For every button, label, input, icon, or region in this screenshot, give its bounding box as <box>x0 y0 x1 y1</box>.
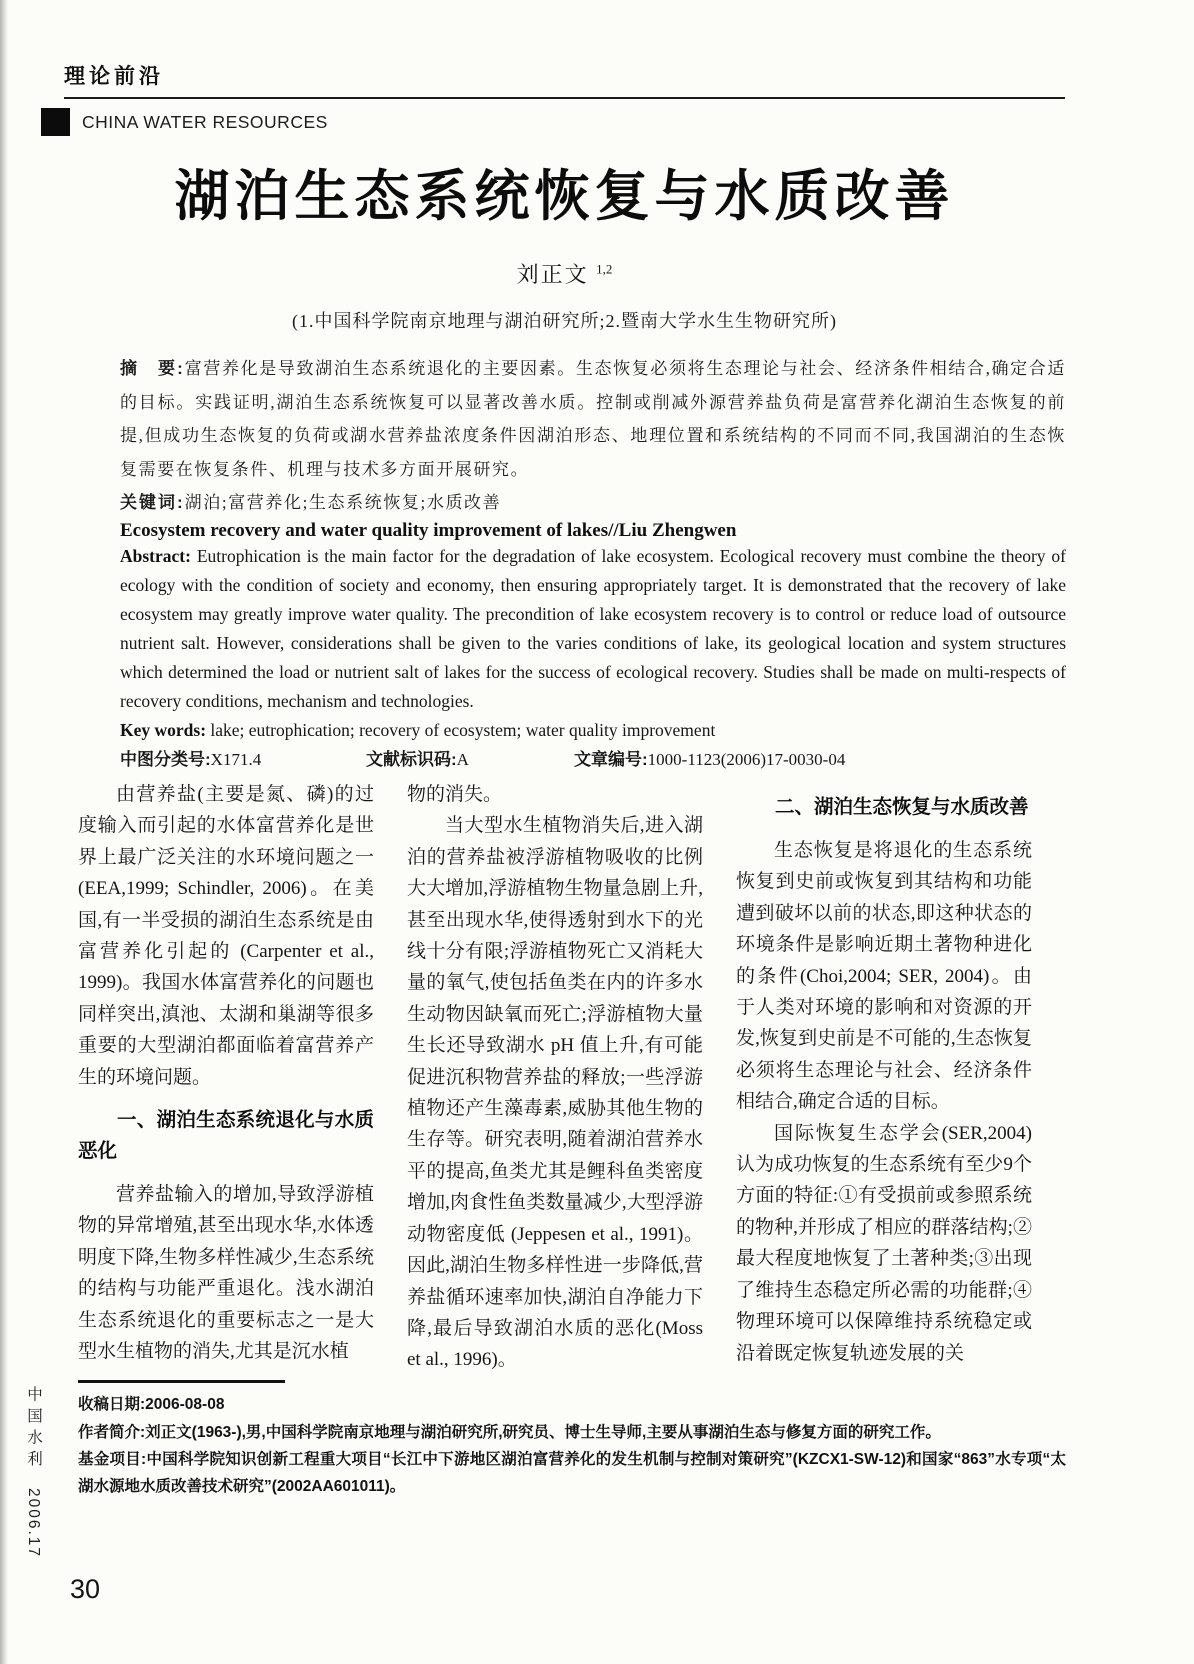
footnote-line: 作者简介:刘正文(1963-),男,中国科学院南京地理与湖泊研究所,研究员、博士生导师,主要从事湖泊生态与修复方面的研究工作。 <box>78 1423 941 1441</box>
page-number: 30 <box>70 1574 101 1604</box>
section-heading: 二、湖泊生态恢复与水质改善 <box>775 796 1029 818</box>
body-paragraph: 生态恢复是将退化的生态系统恢复到史前或恢复到其结构和功能遭到破坏以前的状态,即这种状态的环境条件是影响近期土著物种进化的条件(Choi,2004; SER, 2004)。由于人类对环境的影响和对资源的开发,恢复到史前是不可能的,生态恢复必须将生态理论与社会、经济条件相结合,确定合适的目标。 <box>736 840 1032 1113</box>
abstract-chinese-label: 摘 要: <box>120 359 185 378</box>
doc-code-label: 文献标识码: <box>366 749 457 769</box>
footnote-line: 收稿日期:2006-08-08 <box>78 1396 225 1413</box>
clc-number <box>120 745 366 770</box>
english-title: Ecosystem recovery and water quality improvement of lakes//Liu Zhengwen <box>120 519 737 541</box>
doc-code-value: A <box>456 749 469 769</box>
body-paragraph: 当大型水生植物消失后,进入湖泊的营养盐被浮游植物吸收的比例大大增加,浮游植物生物量急剧上升,甚至出现水华,使得透射到水下的光线十分有限;浮游植物死亡又消耗大量的氧气,使包括鱼类在内的许多水生动物因缺氧而死亡;浮游植物大量生长还导致湖水 pH 值上升,有可能促进沉积物营养盐的释放;一些浮游植物还产生藻毒素,威胁其他生物的生存等。研究表明,随着湖泊营养水平的提高,鱼类尤其是鲤科鱼类密度增加,肉食性鱼类数量减少,大型浮游动物密度低 (Jeppesen et al., 1991)。因此,湖泊生物多样性进一步降低,营养盐循环速率加快,湖泊自净能力下降,最后导致湖泊水质的恶化(Moss et al., 1996)。 <box>407 815 703 1371</box>
scan-edge-shadow <box>0 0 8 1664</box>
masthead <box>64 60 1065 136</box>
keywords-english-label: Key words: <box>120 719 207 740</box>
keywords-chinese-label: 关键词: <box>120 493 185 512</box>
title-block <box>64 152 1065 333</box>
abstract-chinese-text: 富营养化是导致湖泊生态系统退化的主要因素。生态恢复必须将生态理论与社会、经济条件相结合,确定合适的目标。实践证明,湖泊生态系统恢复可以显著改善水质。控制或削减外源营养盐负荷是富营养化湖泊生态恢复的前提,但成功生态恢复的负荷或湖水营养盐浓度条件因湖泊形态、地理位置和系统结构的不同而不同,我国湖泊的生态恢复需要在恢复条件、机理与技术多方面开展研究。 <box>120 359 1066 479</box>
article-body <box>78 779 1064 1376</box>
abstract-english-text: Eutrophication is the main factor for the degradation of lake ecosystem. Ecological recovery must combine the theory of ecology with the condition of society and economy, then ensuring appropriately target. It is demonstrated that the recovery of lake ecosystem may greatly improve water quality. The precondition of lake ecosystem recovery is to control or reduce load of outsource nutrient salt. However, considerations shall be given to the varies conditions of lake, its geological location and system structures which determined the load or nutrient salt of lakes for the success of ecological recovery. Studies shall be made on multi-respects of recovery conditions, mechanism and technologies. <box>120 545 1067 711</box>
body-paragraph: 物的消失。 <box>407 784 503 805</box>
masthead-rule <box>64 97 1065 99</box>
clc-value: X171.4 <box>210 749 262 769</box>
classification-line <box>120 745 1066 770</box>
body-paragraph: 营养盐输入的增加,导致浮游植物的异常增殖,甚至出现水华,水体透明度下降,生物多样性减少,生态系统的结构与功能严重退化。浅水湖泊生态系统退化的重要标志之一是大型水生植物的消失,尤其是沉水植 <box>78 1184 374 1363</box>
footnote-rule <box>78 1380 285 1383</box>
footnotes <box>78 1392 1066 1501</box>
abstract-english <box>120 542 1066 716</box>
abstract-chinese <box>120 352 1066 486</box>
keywords-chinese <box>120 486 1066 520</box>
journal-logo-square-icon <box>41 108 70 136</box>
journal-row <box>41 108 1065 136</box>
author-affiliation-superscript: 1,2 <box>596 261 613 277</box>
abstract-english-label: Abstract: <box>120 545 191 566</box>
section-heading: 一、湖泊生态系统退化与水质恶化 <box>78 1109 374 1163</box>
journal-name-english: CHINA WATER RESOURCES <box>82 111 328 132</box>
body-column <box>736 779 1032 1376</box>
spine-issue: 2006.17 <box>25 1488 42 1559</box>
article-title: 湖泊生态系统恢复与水质改善 <box>174 165 955 227</box>
keywords-english <box>120 716 1066 745</box>
body-column <box>78 779 374 1376</box>
author-line <box>64 258 1065 289</box>
author-name: 刘正文 <box>516 262 589 287</box>
article-id-label: 文章编号: <box>574 749 648 769</box>
body-column <box>407 779 703 1376</box>
spine-journal-name: 中国水利 <box>25 1386 42 1472</box>
keywords-english-text: lake; eutrophication; recovery of ecosystem; water quality improvement <box>210 719 716 740</box>
keywords-chinese-text: 湖泊;富营养化;生态系统恢复;水质改善 <box>184 493 502 512</box>
body-paragraph: 国际恢复生态学会(SER,2004)认为成功恢复的生态系统有至少9个方面的特征:①有受损前或参照系统的物种,并形成了相应的群落结构;②最大程度地恢复了土著种类;③出现了维持生态稳定所必需的功能群;④物理环境可以保障维持系统稳定或沿着既定恢复轨迹发展的关 <box>736 1122 1032 1364</box>
body-paragraph: 由营养盐(主要是氮、磷)的过度输入而引起的水体富营养化是世界上最广泛关注的水环境问题之一(EEA,1999; Schindler, 2006)。在美国,有一半受损的湖泊生态系统是由富营养化引起的 (Carpenter et al., 1999)。我国水体富营养化的问题也同样突出,滇池、太湖和巢湖等很多重要的大型湖泊都面临着富营养产生的环境问题。 <box>78 784 374 1088</box>
article-id-value: 1000-1123(2006)17-0030-04 <box>647 749 846 769</box>
article-id <box>574 745 845 770</box>
abstract-block <box>120 352 1066 770</box>
document-code <box>366 745 574 770</box>
journal-spine <box>22 1386 44 1558</box>
section-label: 理论前沿 <box>64 65 164 88</box>
clc-label: 中图分类号: <box>120 749 211 769</box>
affiliation: (1.中国科学院南京地理与湖泊研究所;2.暨南大学水生生物研究所) <box>292 311 837 331</box>
footnote-line: 基金项目:中国科学院知识创新工程重大项目“长江中下游地区湖泊富营养化的发生机制与控制对策研究”(KZCX1-SW-12)和国家“863”水专项“太湖水源地水质改善技术研究”(2002AA601011)。 <box>78 1451 1066 1495</box>
